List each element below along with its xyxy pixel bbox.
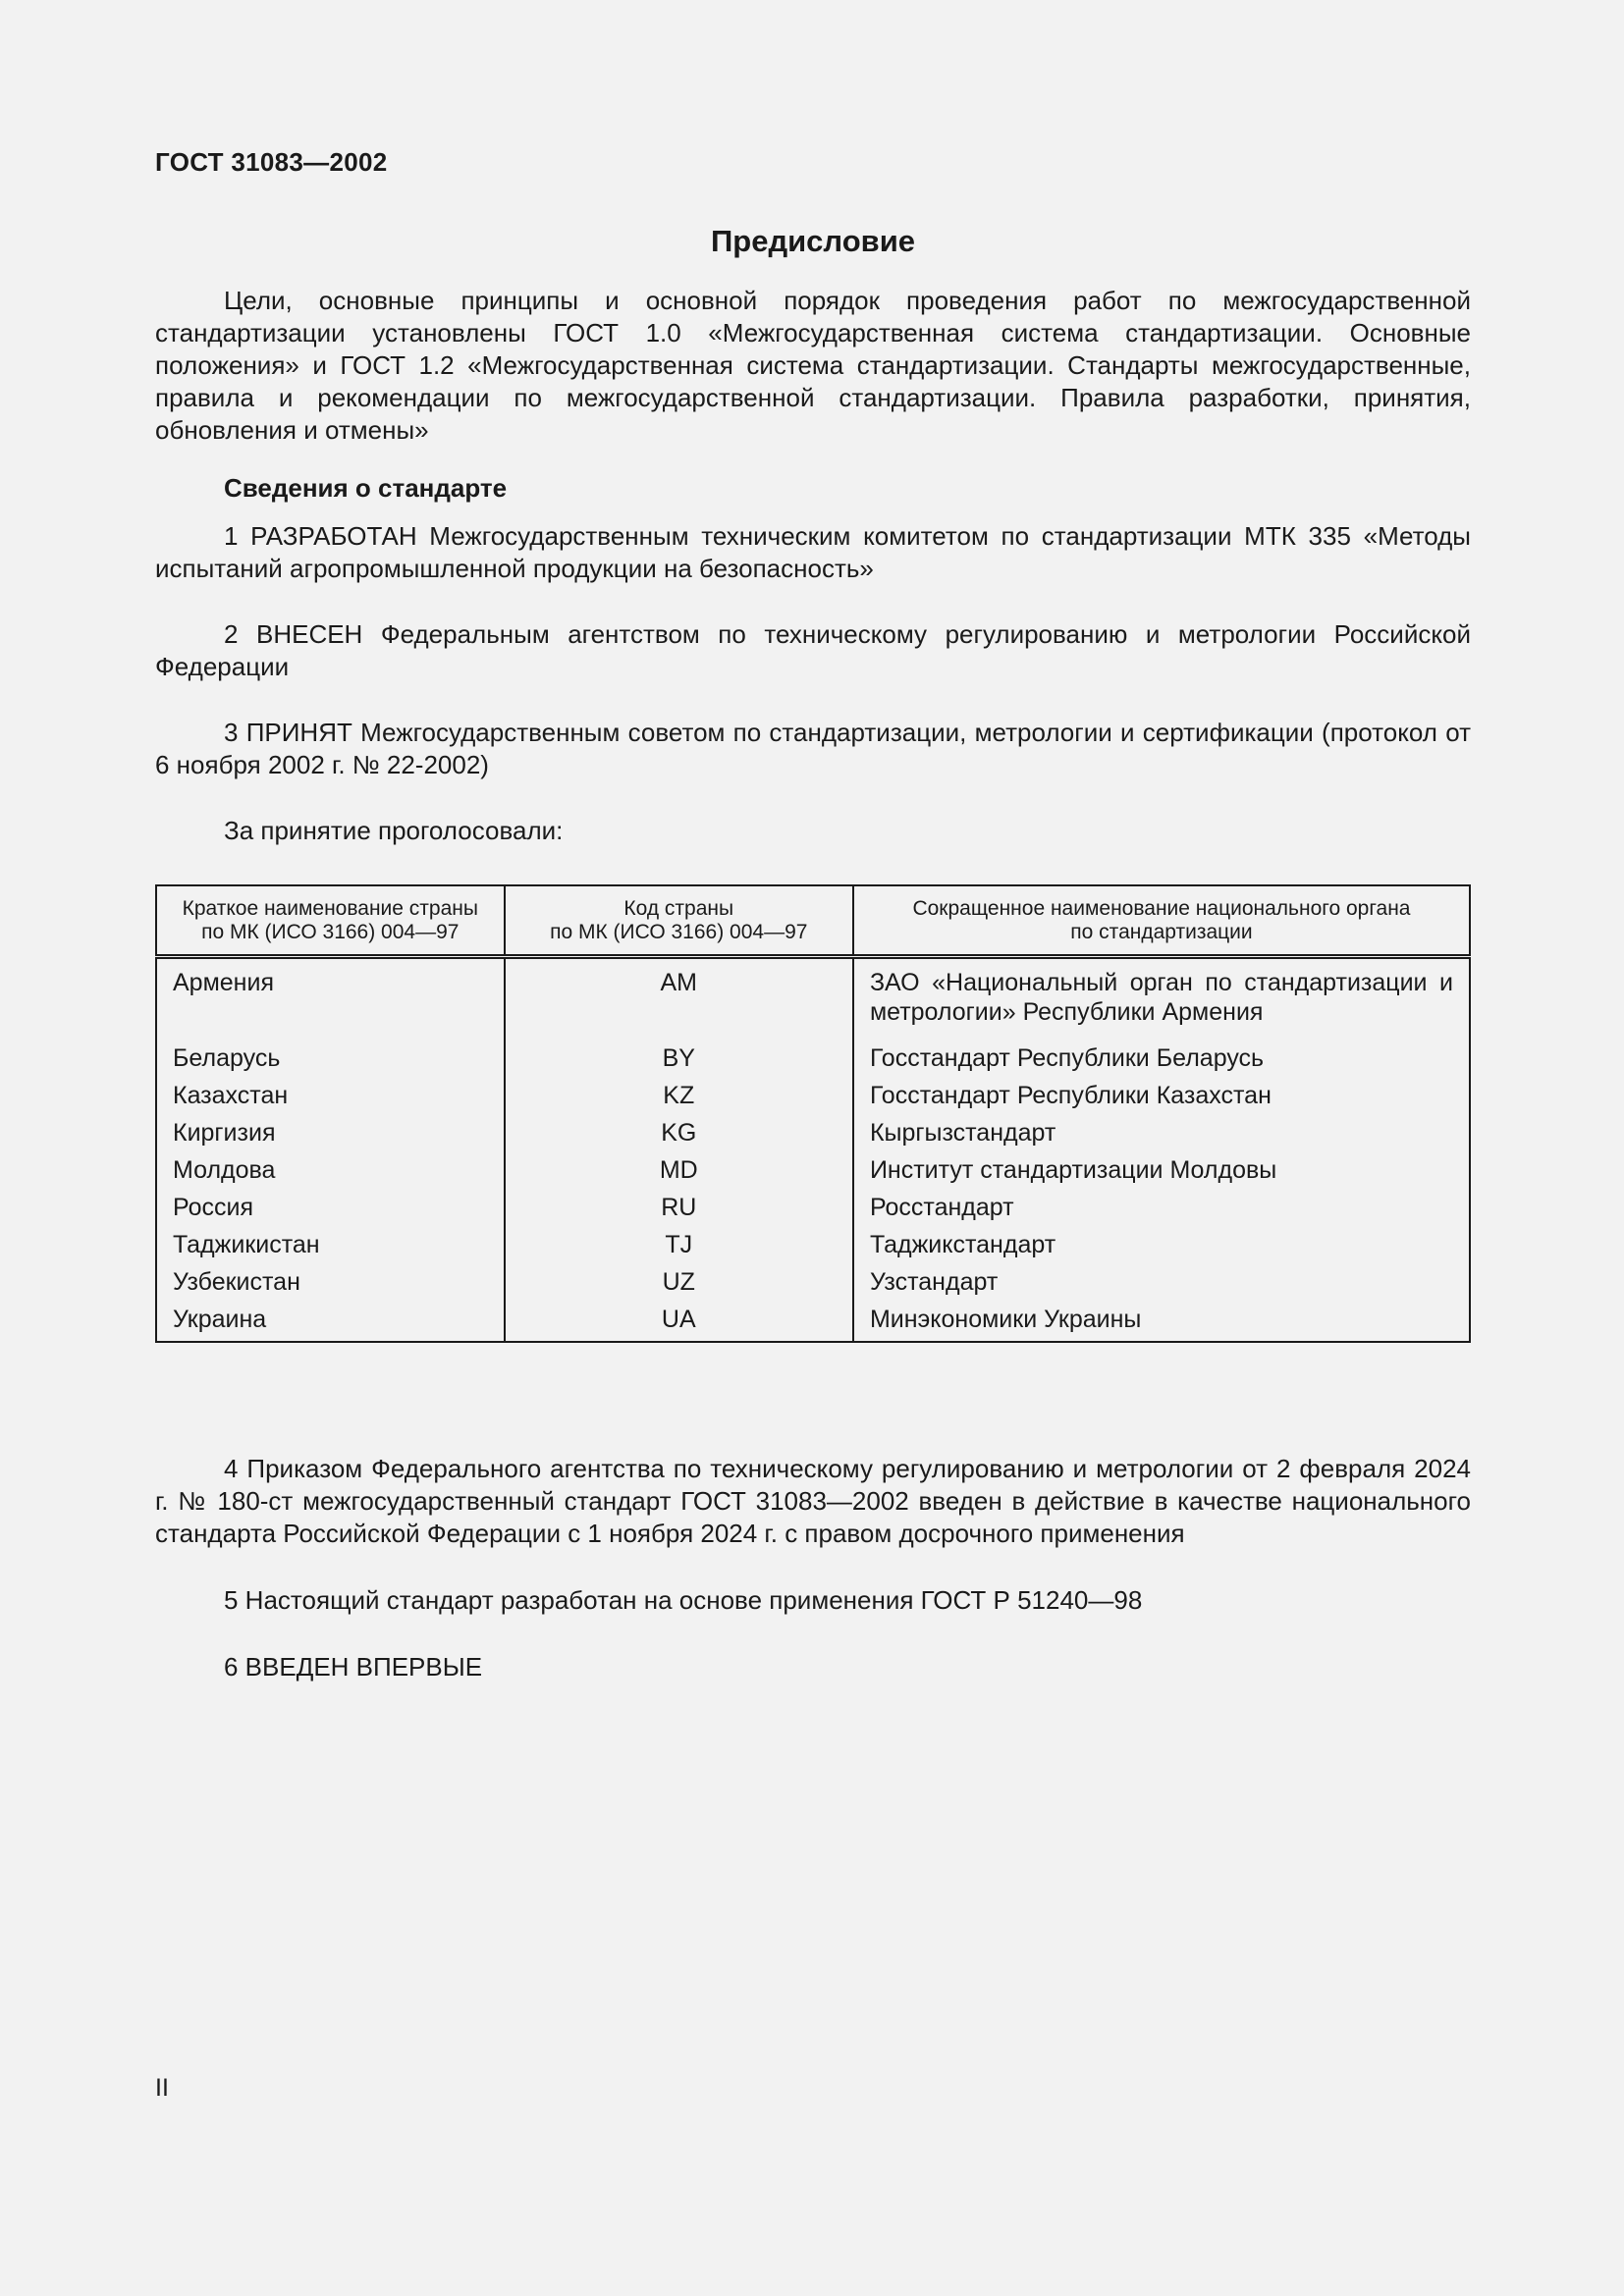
cell-body: Институт стандартизации Молдовы: [853, 1151, 1470, 1189]
table-row: [156, 1301, 1470, 1342]
item-2-paragraph: 2 ВНЕСЕН Федеральным агентством по техническому регулированию и метрологии Российской Федерации: [155, 619, 1471, 681]
table-header-row: [156, 885, 1470, 957]
cell-code: KG: [505, 1114, 853, 1151]
table-row: [156, 1263, 1470, 1301]
cell-body: Узстандарт: [853, 1263, 1470, 1301]
table-row: [156, 1151, 1470, 1189]
cell-code: UZ: [505, 1263, 853, 1301]
cell-country: Киргизия: [156, 1114, 505, 1151]
cell-code: UA: [505, 1301, 853, 1342]
document-header: ГОСТ 31083—2002: [155, 147, 388, 177]
page-number: II: [155, 2074, 169, 2102]
voting-countries-table: [155, 884, 1471, 1343]
cell-body: Госстандарт Республики Казахстан: [853, 1077, 1470, 1114]
cell-country: Молдова: [156, 1151, 505, 1189]
table-row: [156, 1189, 1470, 1226]
cell-code: MD: [505, 1151, 853, 1189]
header-code: Код страны по МК (ИСО 3166) 004—97: [505, 885, 853, 957]
table-row: [156, 957, 1470, 1041]
cell-code: KZ: [505, 1077, 853, 1114]
info-heading: Сведения о стандарте: [224, 473, 508, 503]
cell-code: AM: [505, 957, 853, 1041]
vote-line: За принятие проголосовали:: [224, 816, 564, 845]
intro-paragraph: Цели, основные принципы и основной порядок проведения работ по межгосударственной стандартизации установлены ГОСТ 1.0 «Межгосударственная система стандартизации. Основные положения» и ГОСТ 1.2 «Межгосударственная система стандартизации. Стандарты межгосударственные, правила и рекомендации по межгосударственной стандартизации. Правила разработки, принятия, обновления и отмены»: [155, 286, 1471, 445]
cell-country: Беларусь: [156, 1040, 505, 1077]
cell-code: TJ: [505, 1226, 853, 1263]
cell-country: Украина: [156, 1301, 505, 1342]
table-row: [156, 1040, 1470, 1077]
cell-code: RU: [505, 1189, 853, 1226]
item-4-paragraph: 4 Приказом Федерального агентства по техническому регулированию и метрологии от 2 февраля 2024 г. № 180-ст межгосударственный стандарт ГОСТ 31083—2002 введен в действие в качестве национального стандарта Российской Федерации с 1 ноября 2024 г. с правом досрочного применения: [155, 1454, 1471, 1548]
cell-country: Казахстан: [156, 1077, 505, 1114]
cell-body: Кыргызстандарт: [853, 1114, 1470, 1151]
item-1-paragraph: 1 РАЗРАБОТАН Межгосударственным техническим комитетом по стандартизации МТК 335 «Методы испытаний агропромышленной продукции на безопасность»: [155, 521, 1471, 583]
cell-country: Узбекистан: [156, 1263, 505, 1301]
cell-country: Россия: [156, 1189, 505, 1226]
cell-body: Госстандарт Республики Беларусь: [853, 1040, 1470, 1077]
item-5-paragraph: 5 Настоящий стандарт разработан на основе применения ГОСТ Р 51240—98: [224, 1585, 1143, 1615]
table-row: [156, 1226, 1470, 1263]
cell-country: Таджикистан: [156, 1226, 505, 1263]
cell-body: ЗАО «Национальный орган по стандартизации и метрологии» Республики Армения: [853, 957, 1470, 1041]
table-row: [156, 1077, 1470, 1114]
document-page: [155, 0, 1471, 2296]
cell-body: Минэкономики Украины: [853, 1301, 1470, 1342]
cell-country: Армения: [156, 957, 505, 1041]
item-3-paragraph: 3 ПРИНЯТ Межгосударственным советом по стандартизации, метрологии и сертификации (протокол от 6 ноября 2002 г. № 22-2002): [155, 718, 1471, 779]
page-title: Предисловие: [710, 224, 915, 258]
header-country: Краткое наименование страны по МК (ИСО 3166) 004—97: [156, 885, 505, 957]
header-standards-body: Сокращенное наименование национального органа по стандартизации: [853, 885, 1470, 957]
cell-body: Таджикстандарт: [853, 1226, 1470, 1263]
table-row: [156, 1114, 1470, 1151]
cell-body: Росстандарт: [853, 1189, 1470, 1226]
cell-code: BY: [505, 1040, 853, 1077]
item-6-paragraph: 6 ВВЕДЕН ВПЕРВЫЕ: [224, 1652, 483, 1682]
